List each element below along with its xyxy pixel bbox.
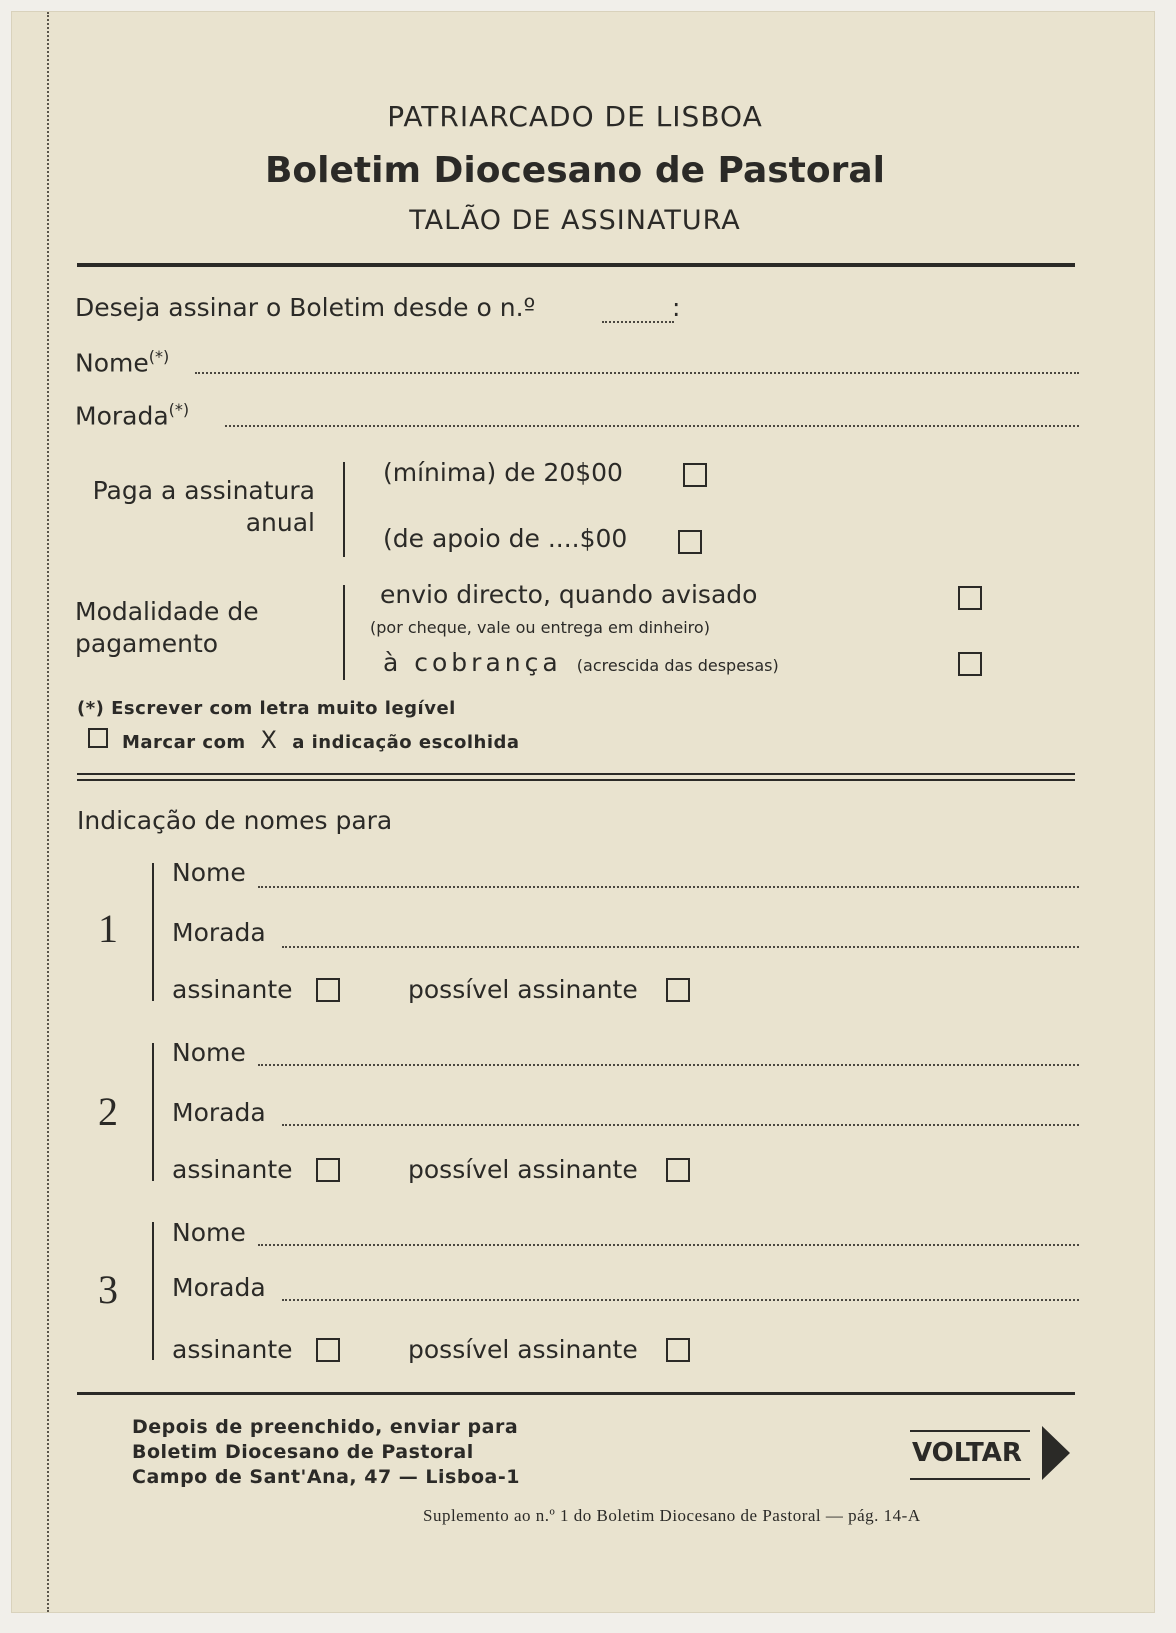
payment-min-label: (mínima) de 20$00 <box>383 458 623 487</box>
note-mark: Marcar com X a indicação escolhida <box>122 726 520 754</box>
section-divider-top <box>77 773 1075 775</box>
note-checkbox-icon <box>88 728 108 748</box>
mode-collect-checkbox[interactable] <box>958 652 982 676</box>
entry-3-subscriber-checkbox[interactable] <box>316 1338 340 1362</box>
entry-2-subscriber-checkbox[interactable] <box>316 1158 340 1182</box>
entry-3-subscriber-label: assinante <box>172 1335 293 1364</box>
wish-suffix: : <box>672 293 681 322</box>
entry-3-name-input[interactable] <box>258 1216 1079 1246</box>
mode-label: Modalidade de pagamento <box>75 597 259 658</box>
entry-2-address-input[interactable] <box>282 1096 1079 1126</box>
entry-3-brace <box>152 1222 154 1360</box>
entry-2-name-input[interactable] <box>258 1036 1079 1066</box>
mode-collect: à cobrança (acrescida das despesas) <box>383 648 779 677</box>
entry-1-brace <box>152 863 154 1001</box>
issue-number-input[interactable] <box>602 293 674 323</box>
entry-1-possible-label: possível assinante <box>408 975 638 1004</box>
name-label: Nome(*) <box>75 347 170 378</box>
payment-min-checkbox[interactable] <box>683 463 707 487</box>
entry-2-name-label: Nome <box>172 1038 246 1067</box>
header-title: Boletim Diocesano de Pastoral <box>264 150 886 191</box>
entry-3-number: 3 <box>98 1267 118 1312</box>
referrals-title: Indicação de nomes para <box>77 806 393 835</box>
entry-3-possible-label: possível assinante <box>408 1335 638 1364</box>
entry-3-name-label: Nome <box>172 1218 246 1247</box>
voltar-rule-bottom <box>910 1478 1030 1480</box>
mode-direct-checkbox[interactable] <box>958 586 982 610</box>
voltar-arrow-icon[interactable] <box>1040 1424 1072 1482</box>
address-label: Morada(*) <box>75 400 190 431</box>
entry-1-name-label: Nome <box>172 858 246 887</box>
mode-direct-note: (por cheque, vale ou entrega em dinheiro) <box>370 618 710 637</box>
entry-3-possible-checkbox[interactable] <box>666 1338 690 1362</box>
header-divider <box>77 263 1075 267</box>
entry-1-subscriber-label: assinante <box>172 975 293 1004</box>
entry-2-address-label: Morada <box>172 1098 266 1127</box>
wish-label: Deseja assinar o Boletim desde o n.º <box>75 293 536 322</box>
address-input[interactable] <box>225 393 1079 427</box>
footer-divider <box>77 1392 1075 1395</box>
entry-2-possible-label: possível assinante <box>408 1155 638 1184</box>
section-divider-bottom <box>77 779 1075 781</box>
entry-2-possible-checkbox[interactable] <box>666 1158 690 1182</box>
entry-2-brace <box>152 1043 154 1181</box>
name-input[interactable] <box>195 340 1079 374</box>
entry-1-possible-checkbox[interactable] <box>666 978 690 1002</box>
footer-line-3: Campo de Sant'Ana, 47 — Lisboa-1 <box>132 1466 520 1488</box>
mode-direct-label: envio directo, quando avisado <box>380 580 758 609</box>
payment-support-label: (de apoio de ....$00 <box>383 524 628 553</box>
entry-1-subscriber-checkbox[interactable] <box>316 978 340 1002</box>
entry-1-address-input[interactable] <box>282 918 1079 948</box>
footer-line-2: Boletim Diocesano de Pastoral <box>132 1441 474 1463</box>
header-subtitle: TALÃO DE ASSINATURA <box>409 205 741 236</box>
voltar-button[interactable]: VOLTAR <box>912 1438 1022 1468</box>
footer-line-1: Depois de preenchido, enviar para <box>132 1416 519 1438</box>
footer-address <box>132 1415 520 1490</box>
note-legible: (*) Escrever com letra muito legível <box>77 698 456 719</box>
mode-brace <box>343 585 345 680</box>
entry-2-subscriber-label: assinante <box>172 1155 293 1184</box>
supplement-note: Suplemento ao n.º 1 do Boletim Diocesano de Pastoral — pág. 14-A <box>423 1506 921 1525</box>
payment-support-checkbox[interactable] <box>678 530 702 554</box>
payment-brace <box>343 462 345 557</box>
perforation-line <box>47 12 49 1612</box>
entry-1-address-label: Morada <box>172 918 266 947</box>
payment-label: Paga a assinatura anual <box>92 476 315 537</box>
entry-3-address-label: Morada <box>172 1273 266 1302</box>
header-patriarcado: PATRIARCADO DE LISBOA <box>387 100 763 133</box>
entry-3-address-input[interactable] <box>282 1271 1079 1301</box>
entry-1-name-input[interactable] <box>258 858 1079 888</box>
voltar-rule-top <box>910 1430 1030 1432</box>
entry-1-number: 1 <box>98 906 118 951</box>
x-mark-icon: X <box>260 726 278 754</box>
entry-2-number: 2 <box>98 1089 118 1134</box>
